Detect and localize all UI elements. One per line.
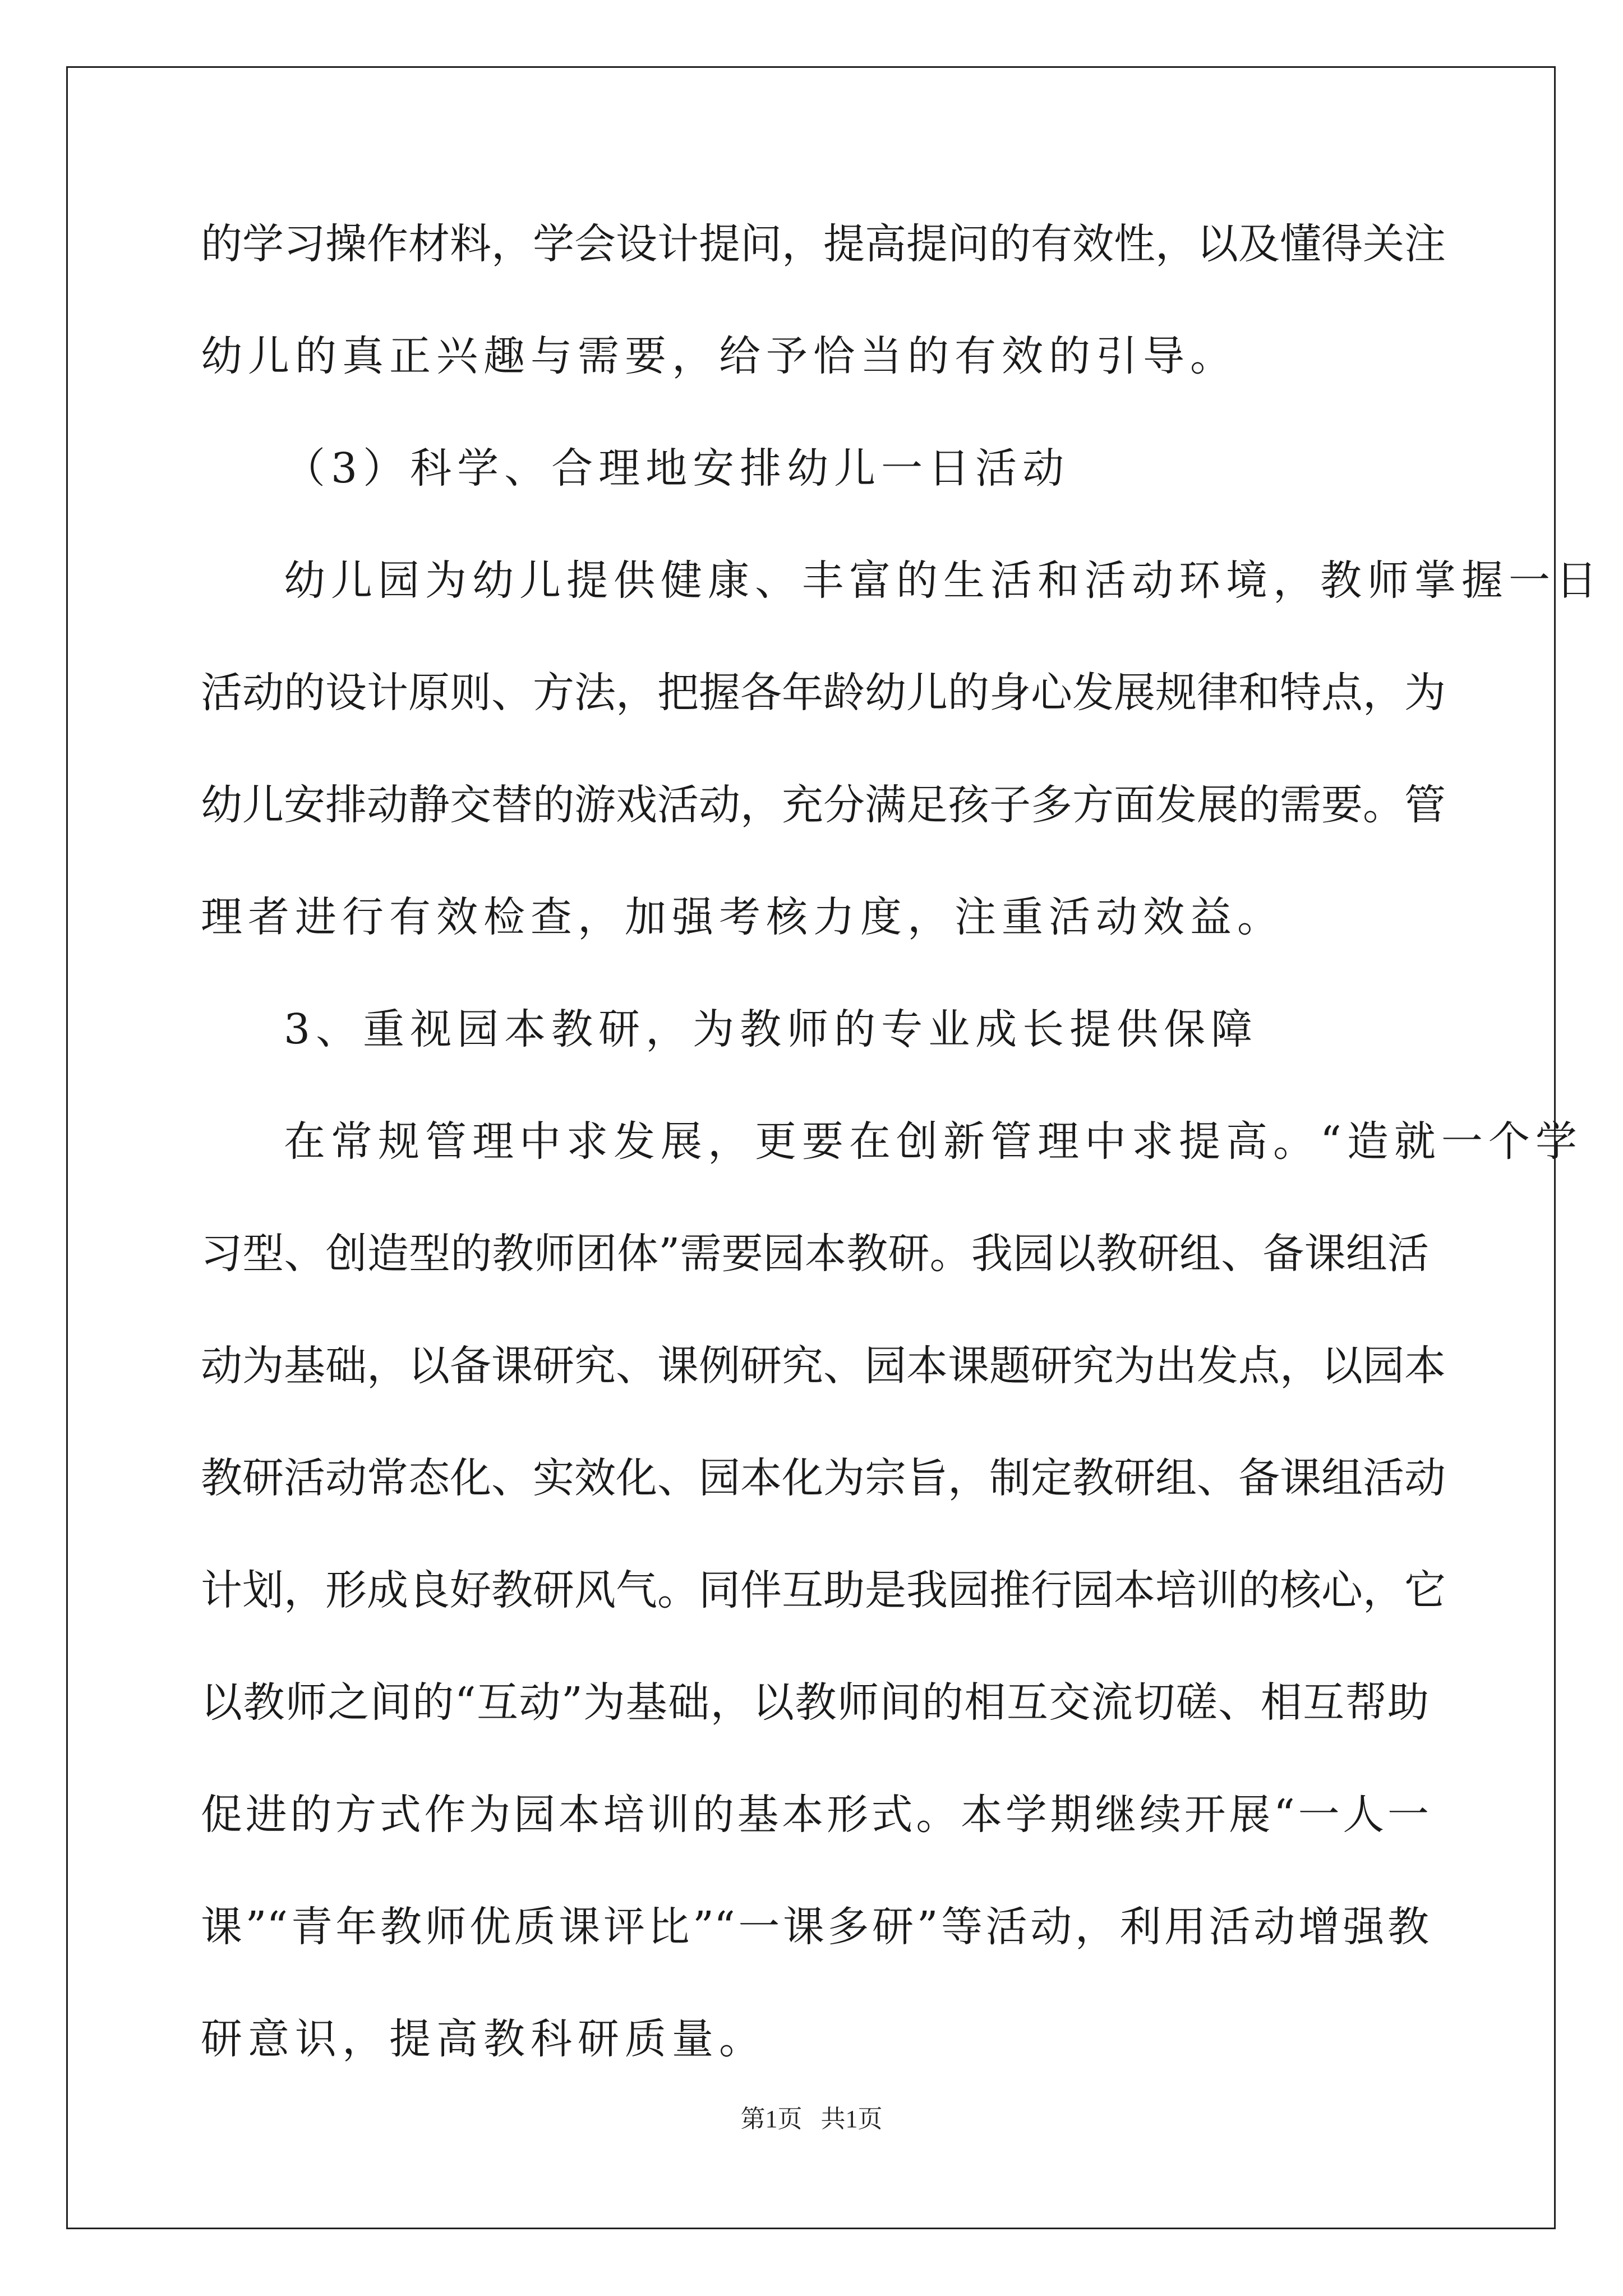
body-text-line: 幼儿安排动静交替的游戏活动，充分满足孩子多方面发展的需要。管 [201, 781, 1446, 829]
page-number: 第1页 共1页 [740, 2105, 883, 2133]
body-text-line: 幼儿园为幼儿提供健康、丰富的生活和活动环境，教师掌握一日 [284, 556, 1603, 605]
body-text-line: 活动的设计原则、方法，把握各年龄幼儿的身心发展规律和特点，为 [201, 669, 1446, 717]
body-text-line: 的学习操作材料，学会设计提问，提高提问的有效性，以及懂得关注 [201, 220, 1446, 268]
body-text-line: 幼儿的真正兴趣与需要，给予恰当的有效的引导。 [201, 332, 1237, 380]
body-text-line: 在常规管理中求发展，更要在创新管理中求提高。“造就一个学 [284, 1117, 1583, 1166]
body-text-line: 计划，形成良好教研风气。同伴互助是我园推行园本培训的核心，它 [201, 1566, 1446, 1614]
body-text-line: 动为基础，以备课研究、课例研究、园本课题研究为出发点，以园本 [201, 1342, 1446, 1390]
body-text-line: 促进的方式作为园本培训的基本形式。本学期继续开展“一人一 [201, 1791, 1429, 1839]
body-text-line: 以教师之间的“互动”为基础，以教师间的相互交流切磋、相互帮助 [201, 1678, 1429, 1727]
body-text-line: 研意识，提高教科研质量。 [201, 2015, 766, 2063]
body-text-line: 理者进行有效检查，加强考核力度，注重活动效益。 [201, 893, 1284, 941]
subheading: （3）科学、合理地安排幼儿一日活动 [284, 444, 1070, 493]
body-text-line: 习型、创造型的教师团体”需要园本教研。我园以教研组、备课组活 [201, 1230, 1429, 1278]
body-text-line: 课”“青年教师优质课评比”“一课多研”等活动，利用活动增强教 [201, 1903, 1429, 1951]
section-heading: 3、重视园本教研，为教师的专业成长提供保障 [284, 1005, 1258, 1053]
body-text-line: 教研活动常态化、实效化、园本化为宗旨，制定教研组、备课组活动 [201, 1454, 1446, 1502]
